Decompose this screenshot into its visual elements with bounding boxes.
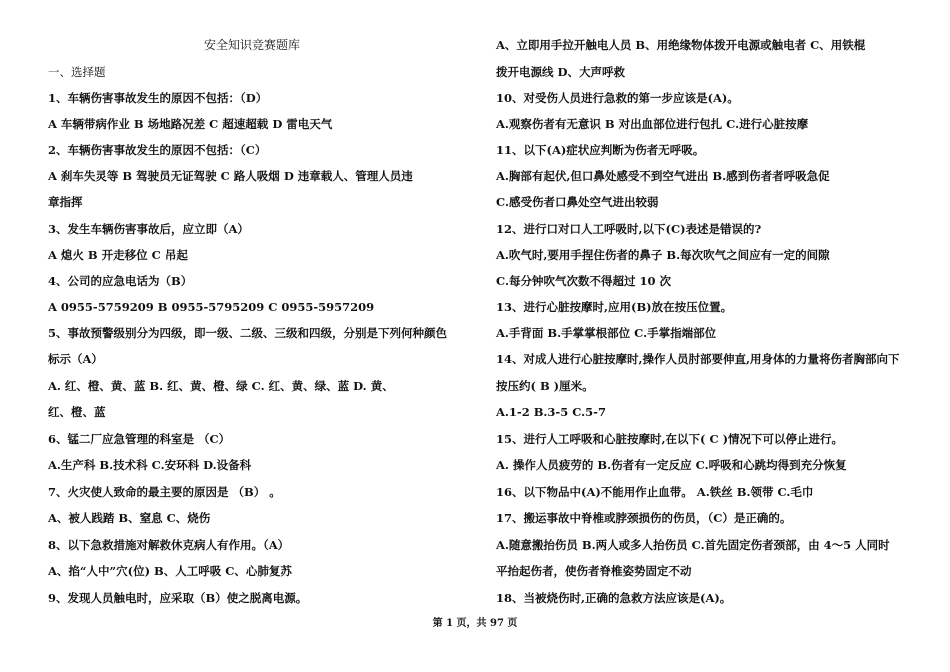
question-line: 12、进行口对口人工呼吸时,以下(C)表述是错误的? [496, 222, 762, 236]
page-footer [0, 614, 950, 629]
question-line: 9、发现人员触电时，应采取（B）使之脱离电源。 [48, 591, 308, 605]
answer-options: 章指挥 [48, 195, 83, 209]
section-heading: 一、选择题 [48, 65, 106, 79]
question-line: 3、发生车辆伤害事故后，应立即（A） [48, 222, 249, 236]
footer-prefix: 第 [432, 618, 447, 629]
answer-options: A.随意搬抬伤员 B.两人或多人抬伤员 C.首先固定伤者颈部，由 4～5 人同时 [496, 538, 890, 552]
question-line: 16、以下物品中(A)不能用作止血带。 A.铁丝 B.领带 C.毛巾 [496, 485, 814, 499]
question-line: 11、以下(A)症状应判断为伤者无呼吸。 [496, 143, 705, 157]
question-line: 13、进行心脏按摩时,应用(B)放在按压位置。 [496, 300, 733, 314]
document-title: 安全知识竞赛题库 [204, 38, 301, 52]
footer-middle: 页，共 [453, 618, 490, 629]
answer-options: A.吹气时,要用手捏住伤者的鼻子 B.每次吹气之间应有一定的间隙 [496, 248, 830, 262]
question-line: 1、车辆伤害事故发生的原因不包括：（D） [48, 91, 268, 105]
answer-options: A、立即用手拉开触电人员 B、用绝缘物体拨开电源或触电者 C、用铁棍 [496, 38, 866, 52]
answer-options: A.生产科 B.技术科 C.安环科 D.设备科 [48, 458, 252, 472]
question-line: 10、对受伤人员进行急救的第一步应该是(A)。 [496, 91, 739, 105]
question-line: 按压约( B )厘米。 [496, 379, 594, 393]
question-line: 5、事故预警级别分为四级，即一级、二级、三级和四级，分别是下列何种颜色 [48, 326, 447, 340]
answer-options: A、被人践踏 B、窒息 C、烧伤 [48, 511, 211, 525]
question-line: 17、搬运事故中脊椎或脖颈损伤的伤员，（C）是正确的。 [496, 511, 792, 525]
answer-options: A.胸部有起伏,但口鼻处感受不到空气进出 B.感到伤者者呼吸急促 [496, 169, 830, 183]
answer-options: A.手背面 B.手掌掌根部位 C.手掌指端部位 [496, 326, 717, 340]
answer-options: 拨开电源线 D、大声呼救 [496, 65, 625, 79]
answer-options: A 0955-5759209 B 0955-5795209 C 0955-5957209 [48, 300, 375, 314]
question-line: 4、公司的应急电话为（B） [48, 274, 193, 288]
question-line: 15、进行人工呼吸和心脏按摩时,在以下( C )情况下可以停止进行。 [496, 432, 844, 446]
question-line: 8、以下急救措施对解救休克病人有作用。（A） [48, 538, 290, 552]
answer-options: A 刹车失灵等 B 驾驶员无证驾驶 C 路人吸烟 D 违章载人、管理人员违 [48, 169, 413, 183]
answer-options: A 熄火 B 开走移位 C 吊起 [48, 248, 188, 262]
answer-options: C.感受伤者口鼻处空气进出较弱 [496, 195, 659, 209]
answer-options: A、掐“人中”穴(位) B、人工呼吸 C、心肺复苏 [48, 564, 292, 578]
question-line: 2、车辆伤害事故发生的原因不包括：（C） [48, 143, 267, 157]
question-line: 14、对成人进行心脏按摩时,操作人员肘部要伸直,用身体的力量将伤者胸部向下 [496, 352, 900, 366]
answer-options: 平抬起伤者，使伤者脊椎姿势固定不动 [496, 564, 692, 578]
answer-options: A 车辆带病作业 B 场地路况差 C 超速超载 D 雷电天气 [48, 117, 333, 131]
answer-options: A. 操作人员疲劳的 B.伤者有一定反应 C.呼吸和心跳均得到充分恢复 [496, 458, 847, 472]
answer-options: 红、橙、蓝 [48, 405, 106, 419]
question-line: 标示（A） [48, 352, 103, 366]
page-number: 1 [446, 618, 454, 629]
footer-suffix: 页 [503, 618, 518, 629]
answer-options: C.每分钟吹气次数不得超过 10 次 [496, 274, 671, 288]
answer-options: A.观察伤者有无意识 B 对出血部位进行包扎 C.进行心脏按摩 [496, 117, 809, 131]
question-line: 6、锰二厂应急管理的科室是 （C） [48, 432, 231, 446]
question-line: 7、火灾使人致命的最主要的原因是 （B） 。 [48, 485, 281, 499]
total-pages: 97 [490, 618, 504, 629]
answer-options: A. 红、橙、黄、蓝 B. 红、黄、橙、绿 C. 红、黄、绿、蓝 D. 黄、 [48, 379, 394, 393]
answer-options: A.1-2 B.3-5 C.5-7 [496, 405, 606, 419]
question-line: 18、当被烧伤时,正确的急救方法应该是(A)。 [496, 591, 732, 605]
